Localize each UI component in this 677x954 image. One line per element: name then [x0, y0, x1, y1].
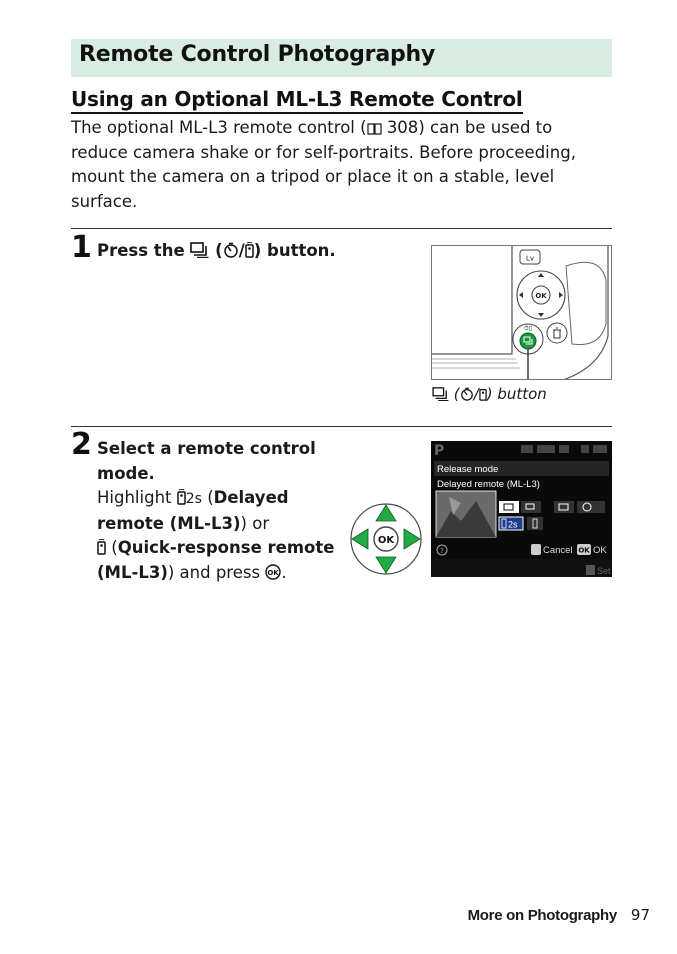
- shooting-mode: P: [434, 443, 445, 459]
- divider: [71, 228, 612, 229]
- remote-icon: [479, 387, 487, 401]
- or-text: or: [252, 513, 270, 533]
- self-timer-icon: [223, 242, 239, 258]
- book-icon: [367, 122, 382, 135]
- camera-back-illustration: [431, 245, 612, 380]
- help-label: ?: [440, 547, 444, 555]
- caption-text: button: [497, 385, 547, 403]
- option-quick-response: Quick-response remote (ML-L3): [97, 538, 335, 582]
- intro-paragraph: [71, 116, 601, 214]
- ok-label: OK: [593, 545, 607, 556]
- svg-text:OK: OK: [267, 568, 280, 577]
- page-footer: [468, 906, 650, 924]
- section-title: Remote Control Photography: [79, 42, 436, 67]
- delay-option: 2s: [508, 519, 518, 530]
- svg-text:OK: OK: [535, 292, 547, 300]
- ok-badge: OK: [578, 546, 590, 555]
- remote-icon: [177, 489, 186, 505]
- camera-back-drawing: [432, 246, 612, 380]
- release-mode-icon: [190, 242, 209, 258]
- highlight-text: Highlight: [97, 488, 172, 507]
- button-caption: ( / ) button: [432, 385, 547, 403]
- period: .: [281, 562, 287, 582]
- remote-icon: [97, 539, 106, 555]
- step1-text-post: button.: [267, 241, 336, 260]
- remote-icon: [245, 242, 254, 258]
- ok-button-icon: [265, 564, 281, 580]
- step-number: 1: [71, 230, 92, 265]
- step2-instruction: [97, 437, 337, 585]
- camera-monitor-screen: [431, 441, 612, 577]
- page-heading: Using an Optional ML-L3 Remote Control: [71, 86, 523, 114]
- section-banner: [71, 39, 612, 77]
- multi-selector-illustration: [350, 503, 422, 575]
- selected-mode-name: Delayed remote (ML-L3): [437, 479, 540, 490]
- svg-text:⏱▯: ⏱▯: [524, 325, 532, 332]
- intro-text-1: The optional ML-L3 remote control (: [71, 118, 367, 137]
- page-number: 97: [630, 906, 650, 924]
- cancel-label: Cancel: [543, 545, 573, 556]
- release-mode-icon: [432, 387, 449, 401]
- step1-instruction: Press the ( / ) button.: [97, 241, 336, 260]
- release-mode-menu: [431, 441, 612, 577]
- menu-title: Release mode: [437, 464, 499, 475]
- intro-text-2: ) can be used to reduce camera shake or for self-portraits. Before proceeding, mount the camera on a tripod or place it on a stable, level surface.: [71, 118, 576, 211]
- divider: [71, 426, 612, 427]
- option-delayed-remote: Delayed remote (ML-L3): [97, 488, 289, 533]
- svg-text:Lv: Lv: [525, 254, 535, 263]
- step1-text-pre: Press the: [97, 241, 185, 260]
- set-label: Set: [597, 566, 611, 576]
- step2-body: Highlight 2s (Delayed remote (ML-L3)) or (Quick-response remote (ML-L3)) and press OK .: [97, 488, 335, 582]
- footer-section: More on Photography: [467, 907, 617, 924]
- delay-label: 2s: [185, 491, 202, 507]
- page-reference-link[interactable]: 308: [386, 118, 419, 137]
- step-number: 2: [71, 427, 92, 462]
- press-text: and press: [179, 562, 261, 582]
- step2-title: Select a remote control mode.: [97, 439, 316, 483]
- svg-text:OK: OK: [377, 535, 395, 546]
- self-timer-icon: [460, 387, 474, 401]
